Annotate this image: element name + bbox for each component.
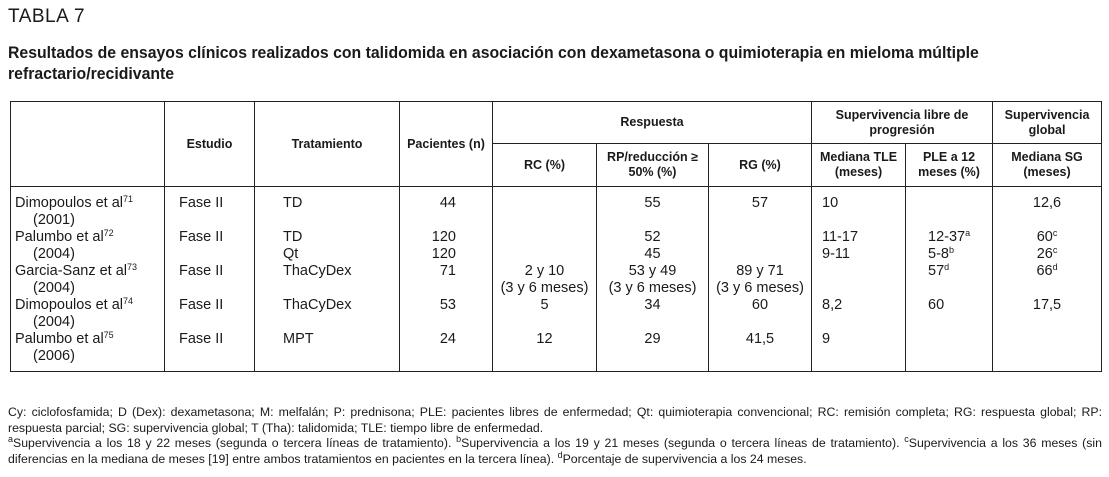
header-rp: RP/reducción ≥ 50% (%) — [597, 144, 709, 187]
author-cell: Dimopoulos et $al^{71}$ (2001) — [11, 187, 165, 230]
rc-cell: 2 y 10 (3 y 6 meses) — [493, 263, 597, 297]
header-pacientes: Pacientes (n) — [400, 102, 493, 187]
table-row — [11, 297, 1102, 331]
sg-cell — [993, 331, 1102, 372]
rp-cell: 34 — [597, 297, 709, 331]
pacientes-cell: 44 — [400, 187, 493, 230]
rg-cell — [709, 229, 812, 263]
tratamiento-cell: TD Qt — [255, 229, 400, 263]
tle-cell: 8,2 — [812, 297, 906, 331]
pacientes-cell: 120 120 — [400, 229, 493, 263]
header-tratamiento: Tratamiento — [255, 102, 400, 187]
author-cell: Palumbo et $al^{75}$ (2006) — [11, 331, 165, 372]
rc-cell: 12 — [493, 331, 597, 372]
header-row-top — [11, 102, 1102, 144]
header-rg: RG (%) — [709, 144, 812, 187]
table-row — [11, 229, 1102, 263]
pacientes-cell: 71 — [400, 263, 493, 297]
rp-cell: 29 — [597, 331, 709, 372]
rp-cell: 52 45 — [597, 229, 709, 263]
tle-cell: 10 — [812, 187, 906, 230]
abbreviations-note: Cy: ciclofosfamida; D (Dex): dexametasona; M: melfalán; P: prednisona; PLE: pacientes libres de enfermedad; Qt: quimioterapia convencional; RC: remisión completa; RG: respuesta global; RP: respuesta parcial; SG: supervivencia global; T (Tha): talidomida; TLE: tiempo libre de enfermedad. — [8, 405, 1102, 435]
ple-cell — [906, 187, 993, 230]
ple-cell — [906, 331, 993, 372]
rp-cell: 55 — [597, 187, 709, 230]
author-cell: Garcia-Sanz et $al^{73}$ (2004) — [11, 263, 165, 297]
header-mediana-sg: Mediana SG (meses) — [993, 144, 1102, 187]
ple-cell: 60 — [906, 297, 993, 331]
table-row — [11, 331, 1102, 372]
rc-cell — [493, 229, 597, 263]
header-slp: Supervivencia libre de progresión — [812, 102, 993, 144]
rg-cell: 41,5 — [709, 331, 812, 372]
estudio-cell: Fase II — [165, 297, 255, 331]
estudio-cell: Fase II — [165, 229, 255, 263]
header-estudio: Estudio — [165, 102, 255, 187]
superscript-notes: $^a$Supervivencia a los 18 y 22 meses (segunda o tercera líneas de tratamiento). $^b$Supervivencia a los 19 y 21 meses (segunda o tercera líneas de tratamiento). $^c$Supervivencia a los 36 meses (sin diferencias en la mediana de meses [19] entre ambos tratamientos en pacientes en la tercera línea). $^d$Porcentaje de supervivencia a los 24 meses. — [8, 434, 1102, 466]
header-respuesta: Respuesta — [493, 102, 812, 144]
rp-cell: 53 y 49 (3 y 6 meses) — [597, 263, 709, 297]
author-cell: Palumbo et $al^{72}$ (2004) — [11, 229, 165, 263]
rc-cell: 5 — [493, 297, 597, 331]
rg-cell: 60 — [709, 297, 812, 331]
tratamiento-cell: TD — [255, 187, 400, 230]
estudio-cell: Fase II — [165, 263, 255, 297]
tle-cell: 9 — [812, 331, 906, 372]
author-cell: Dimopoulos et $al^{74}$ (2004) — [11, 297, 165, 331]
estudio-cell: Fase II — [165, 187, 255, 230]
table-row — [11, 263, 1102, 297]
tle-cell: 11-17 9-11 — [812, 229, 906, 263]
ple-cell: 12-37$^a$ 5-8$^b$ — [906, 229, 993, 263]
rg-cell: 89 y 71 (3 y 6 meses) — [709, 263, 812, 297]
header-sg: Supervivencia global — [993, 102, 1102, 144]
tle-cell — [812, 263, 906, 297]
rg-cell: 57 — [709, 187, 812, 230]
rc-cell — [493, 187, 597, 230]
header-mediana-tle: Mediana TLE (meses) — [812, 144, 906, 187]
table-body — [11, 187, 1102, 372]
table-label: TABLA 7 — [8, 6, 86, 27]
header-ple: PLE a 12 meses (%) — [906, 144, 993, 187]
pacientes-cell: 24 — [400, 331, 493, 372]
tratamiento-cell: ThaCyDex — [255, 263, 400, 297]
ple-cell: 57$^d$ — [906, 263, 993, 297]
table-footnotes — [8, 405, 1102, 467]
header-author — [11, 102, 165, 187]
tratamiento-cell: ThaCyDex — [255, 297, 400, 331]
results-table — [10, 101, 1102, 372]
sg-cell: 17,5 — [993, 297, 1102, 331]
sg-cell: 60$^c$ 26$^c$ — [993, 229, 1102, 263]
header-rc: RC (%) — [493, 144, 597, 187]
sg-cell: 66$^d$ — [993, 263, 1102, 297]
estudio-cell: Fase II — [165, 331, 255, 372]
pacientes-cell: 53 — [400, 297, 493, 331]
table-row — [11, 187, 1102, 230]
table-title: Resultados de ensayos clínicos realizados con talidomida en asociación con dexametasona o quimioterapia en mieloma múltiple refractario/recidivante — [8, 43, 979, 83]
sg-cell: 12,6 — [993, 187, 1102, 230]
tratamiento-cell: MPT — [255, 331, 400, 372]
